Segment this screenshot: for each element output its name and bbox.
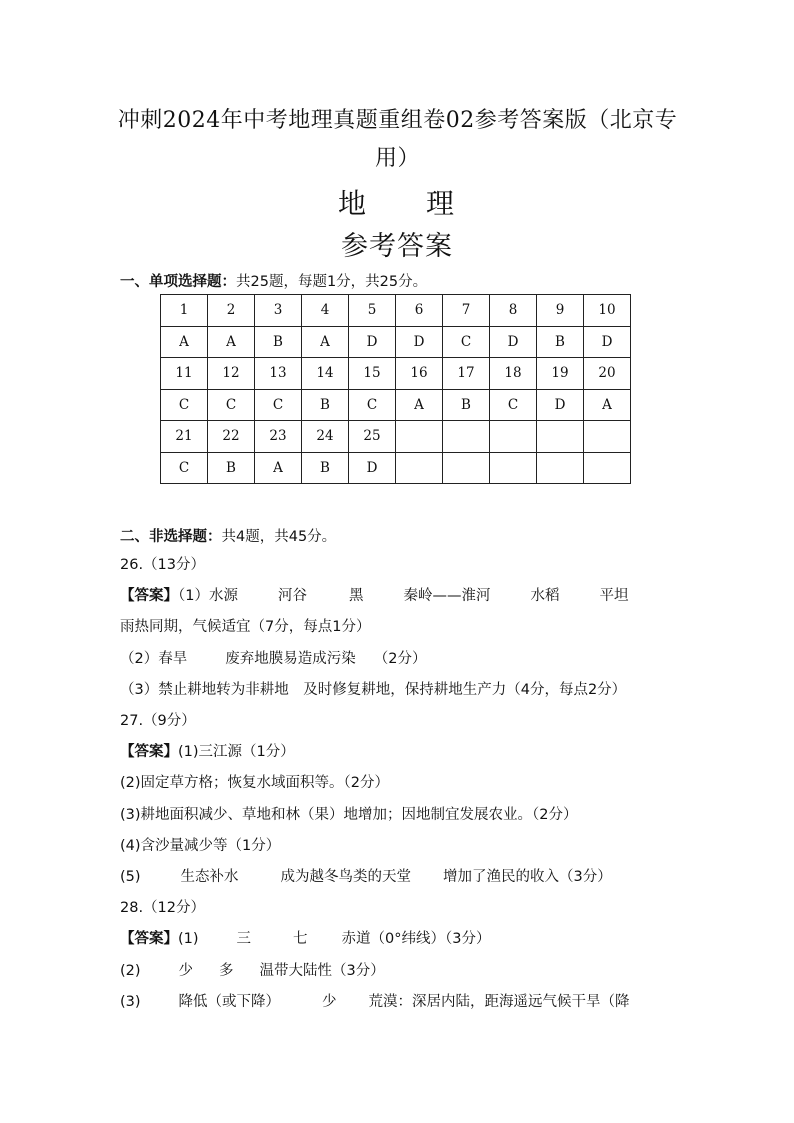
answer-cell: B [255, 326, 302, 358]
question-number-row [161, 421, 631, 453]
question-number-cell: 16 [396, 358, 443, 390]
q27-item: 生态补水 [180, 869, 239, 885]
q28-item: 少 [322, 994, 337, 1010]
question-number-cell [537, 421, 584, 453]
answer-cell: C [349, 389, 396, 421]
answer-cell: A [302, 326, 349, 358]
answer-cell: C [490, 389, 537, 421]
q26-answer-line-2: 雨热同期，气候适宜（7分，每点1分） [120, 619, 371, 635]
question-number-cell: 3 [255, 295, 302, 327]
subject-heading [0, 182, 794, 222]
q28-item: 温带大陆性（3分） [259, 963, 385, 979]
q26-item: 水稻 [530, 588, 560, 604]
section-1-text: 共25题，每题1分，共25分。 [236, 274, 428, 290]
question-number-cell: 19 [537, 358, 584, 390]
question-number-cell: 18 [490, 358, 537, 390]
question-number-cell: 8 [490, 295, 537, 327]
question-number-cell [490, 421, 537, 453]
answer-cell: D [490, 326, 537, 358]
answer-cell: D [584, 326, 631, 358]
section-2-heading [120, 525, 336, 546]
q26-item: 河谷 [277, 588, 307, 604]
answer-cell: C [208, 389, 255, 421]
question-number-cell: 12 [208, 358, 255, 390]
answer-tag: 【答案】 [120, 931, 178, 947]
q27-item: 成为越冬鸟类的天堂 [280, 869, 412, 885]
question-number-cell: 23 [255, 421, 302, 453]
answer-cell [584, 452, 631, 484]
answer-cell: A [161, 326, 208, 358]
question-number-cell: 22 [208, 421, 255, 453]
q26-item: 春旱 [158, 651, 188, 667]
answer-cell [537, 452, 584, 484]
question-number-cell: 11 [161, 358, 208, 390]
q26-part-2-prefix: （2） [120, 651, 159, 667]
question-number-cell: 1 [161, 295, 208, 327]
q28-answer-line-2 [120, 961, 385, 981]
subject-char-1: 地 [337, 187, 368, 220]
answer-tag: 【答案】 [120, 744, 178, 760]
q26-answer-line-1 [120, 586, 628, 606]
question-number-cell: 6 [396, 295, 443, 327]
q27-answer-line-2: (2)固定草方格；恢复水域面积等。（2分） [120, 775, 390, 791]
answer-cell: C [255, 389, 302, 421]
question-number-cell: 2 [208, 295, 255, 327]
answer-cell: A [584, 389, 631, 421]
q26-answer-line-3 [120, 649, 426, 669]
q28-answer-line-1 [120, 929, 491, 949]
q26-item: 平坦 [599, 588, 629, 604]
mc-answer-table [160, 294, 631, 484]
q27-heading: 27.（9分） [120, 713, 196, 729]
question-number-cell [396, 421, 443, 453]
q26-answer-line-4: （3）禁止耕地转为非耕地 及时修复耕地，保持耕地生产力（4分，每点2分） [120, 682, 627, 698]
answer-cell [396, 452, 443, 484]
answer-cell [443, 452, 490, 484]
answer-cell: B [443, 389, 490, 421]
question-number-cell: 20 [584, 358, 631, 390]
section-1-label: 一、单项选择题： [120, 274, 236, 290]
answer-cell: C [161, 452, 208, 484]
q28-answer-line-3 [120, 992, 630, 1012]
question-number-cell: 9 [537, 295, 584, 327]
question-number-row [161, 358, 631, 390]
question-number-cell: 15 [349, 358, 396, 390]
q27-answer-line-5 [120, 867, 612, 887]
q26-item: 水源 [208, 588, 238, 604]
question-number-cell [584, 421, 631, 453]
answer-row [161, 452, 631, 484]
q28-part-1-prefix: (1) [178, 931, 199, 947]
answer-cell: B [208, 452, 255, 484]
q27-part-1: (1)三江源（1分） [178, 744, 295, 760]
section-1-heading [120, 270, 427, 291]
answer-cell: B [537, 326, 584, 358]
q26-part-1-prefix: （1） [178, 588, 209, 604]
answer-cell: B [302, 452, 349, 484]
answer-cell: A [208, 326, 255, 358]
answer-heading: 参考答案 [341, 231, 453, 262]
answer-cell [490, 452, 537, 484]
answer-cell: C [161, 389, 208, 421]
q28-part-2-prefix: (2) [120, 963, 141, 979]
subject-char-2: 理 [426, 187, 457, 220]
answer-cell: A [255, 452, 302, 484]
q27-answer-line-4: (4)含沙量减少等（1分） [120, 838, 281, 854]
answer-cell: D [349, 452, 396, 484]
question-number-row [161, 295, 631, 327]
answer-cell: C [443, 326, 490, 358]
question-number-cell: 13 [255, 358, 302, 390]
section-2-label: 二、非选择题： [120, 529, 222, 545]
question-number-cell: 10 [584, 295, 631, 327]
question-number-cell [443, 421, 490, 453]
q28-item: 七 [293, 931, 308, 947]
answer-tag: 【答案】 [120, 588, 178, 604]
q26-item: 秦岭——淮河 [403, 588, 491, 604]
answer-row [161, 326, 631, 358]
q28-item: 赤道（0°纬线）（3分） [341, 931, 491, 947]
question-number-cell: 4 [302, 295, 349, 327]
q28-heading: 28.（12分） [120, 900, 206, 916]
q26-item: （2分） [373, 651, 427, 667]
q27-part-5-prefix: (5) [120, 869, 141, 885]
question-number-cell: 14 [302, 358, 349, 390]
answer-cell: B [302, 389, 349, 421]
answer-cell: D [396, 326, 443, 358]
question-number-cell: 21 [161, 421, 208, 453]
question-number-cell: 24 [302, 421, 349, 453]
q27-item: 增加了渔民的收入（3分） [443, 869, 612, 885]
answer-cell: D [537, 389, 584, 421]
question-number-cell: 17 [443, 358, 490, 390]
q27-answer-line-1 [120, 742, 295, 762]
q26-item: 废弃地膜易造成污染 [225, 651, 356, 667]
q28-item: 少 [178, 963, 194, 979]
section-2-text: 共4题，共45分。 [221, 529, 337, 545]
page-title: 冲刺2024年中考地理真题重组卷02参考答案版（北京专用） [117, 108, 678, 171]
q28-item: 三 [236, 931, 252, 947]
q26-heading: 26.（13分） [120, 557, 206, 573]
answer-cell: D [349, 326, 396, 358]
q28-part-3-prefix: (3) [120, 994, 141, 1010]
question-number-cell: 5 [349, 295, 396, 327]
q28-item: 降低（或下降） [178, 994, 281, 1010]
q26-item: 黑 [348, 588, 364, 604]
answer-cell: A [396, 389, 443, 421]
q28-item: 荒漠：深居内陆，距海遥远气候干旱（降 [368, 994, 630, 1010]
question-number-cell: 25 [349, 421, 396, 453]
question-number-cell: 7 [443, 295, 490, 327]
q27-answer-line-3: (3)耕地面积减少、草地和林（果）地增加；因地制宜发展农业。（2分） [120, 807, 578, 823]
q28-item: 多 [219, 963, 234, 979]
answer-row [161, 389, 631, 421]
